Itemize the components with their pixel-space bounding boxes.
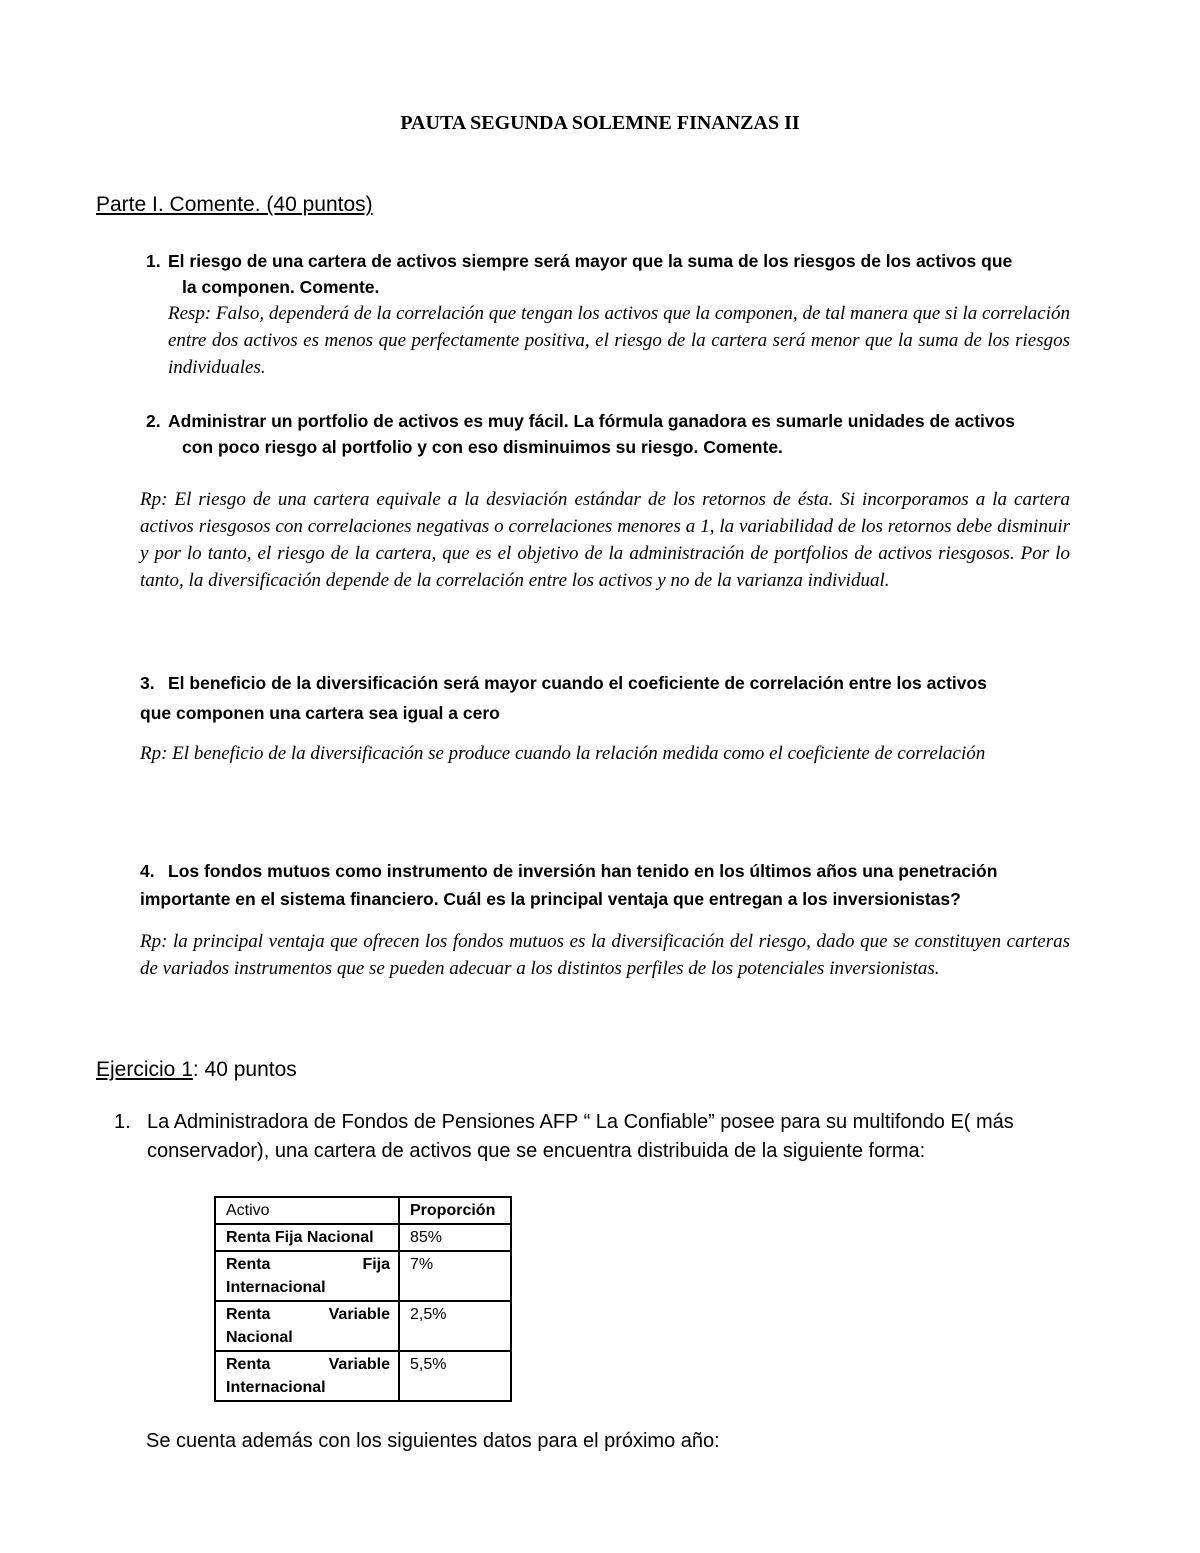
exercise-item-number: 1. [114, 1111, 131, 1133]
activo-word-2: Variable [328, 1306, 390, 1323]
activo-word-3: Internacional [226, 1279, 326, 1296]
part1-heading: Parte I. Comente. (40 puntos) [96, 193, 373, 216]
activo-word-3: Nacional [226, 1329, 293, 1346]
answer-4: Rp: la principal ventaja que ofrecen los fondos mutuos es la diversificación del riesgo, dado que se constituyen carteras de variados instrumentos que se pueden adecuar a los distintos perfiles de los potenciales inversionistas. [140, 931, 1070, 979]
table-cell-activo [215, 1301, 399, 1351]
table-row [215, 1224, 511, 1251]
question-text-line2: la componen. Comente. [182, 277, 380, 297]
question-text-line2: importante en el sistema financiero. Cuál es la principal ventaja que entregan a los inversionistas? [140, 889, 961, 909]
activo-word-3: Internacional [226, 1379, 326, 1396]
question-number: 3. [140, 673, 155, 693]
table-header-row [215, 1197, 511, 1224]
table-cell-activo [215, 1251, 399, 1301]
exercise1-data-intro: Se cuenta además con los siguientes datos para el próximo año: [146, 1430, 720, 1452]
exercise1-heading-label: Ejercicio 1 [96, 1058, 193, 1081]
activo-word-1: Renta [226, 1356, 271, 1373]
answer-3: Rp: El beneficio de la diversificación se produce cuando la relación medida como el coeficiente de correlación [140, 743, 986, 764]
question-text-line2: que componen una cartera sea igual a cero [140, 703, 500, 723]
page-title: PAUTA SEGUNDA SOLEMNE FINANZAS II [400, 112, 800, 134]
table-header-activo: Activo [215, 1197, 399, 1224]
question-text-line1: El beneficio de la diversificación será mayor cuando el coeficiente de correlación entre los activos [168, 673, 987, 693]
activo-word-2: Fija [362, 1256, 390, 1273]
asset-allocation-table [214, 1196, 512, 1402]
question-number: 1. [146, 251, 161, 271]
question-text-line1: Los fondos mutuos como instrumento de inversión han tenido en los últimos años una penetración [168, 861, 998, 881]
answer-1: Resp: Falso, dependerá de la correlación que tengan los activos que la componen, de tal manera que si la correlación entre dos activos es menos que perfectamente positiva, el riesgo de la cartera será menor que la suma de los riesgos individuales. [168, 303, 1070, 378]
table-row [215, 1301, 511, 1351]
exercise-item-text: La Administradora de Fondos de Pensiones AFP “ La Confiable” posee para su multifondo E( más conservador), una cartera de activos que se encuentra distribuida de la siguiente forma: [147, 1111, 1014, 1162]
table-cell-proporcion: 85% [399, 1224, 511, 1251]
table-row [215, 1351, 511, 1401]
table-header-proporcion: Proporción [399, 1197, 511, 1224]
exercise1-heading [96, 1058, 297, 1082]
table-cell-activo: Renta Fija Nacional [215, 1224, 399, 1251]
activo-word-1: Renta [226, 1256, 271, 1273]
table-cell-proporcion: 7% [399, 1251, 511, 1301]
question-text-line1: El riesgo de una cartera de activos siempre será mayor que la suma de los riesgos de los activos que [168, 251, 1013, 271]
question-text-line2: con poco riesgo al portfolio y con eso disminuimos su riesgo. Comente. [182, 437, 783, 457]
exercise1-heading-points: : 40 puntos [192, 1058, 297, 1081]
table-cell-activo [215, 1351, 399, 1401]
table-row [215, 1251, 511, 1301]
question-number: 4. [140, 861, 155, 881]
question-text-line1: Administrar un portfolio de activos es muy fácil. La fórmula ganadora es sumarle unidades de activos [168, 411, 1016, 431]
activo-word-1: Renta [226, 1306, 271, 1323]
table-cell-proporcion: 5,5% [399, 1351, 511, 1401]
question-number: 2. [146, 411, 161, 431]
activo-word-2: Variable [328, 1356, 390, 1373]
answer-2: Rp: El riesgo de una cartera equivale a la desviación estándar de los retornos de ésta. Si incorporamos a la cartera activos riesgosos con correlaciones negativas o correlaciones menores a 1, la variabilidad de los retornos debe disminuir y por lo tanto, el riesgo de la cartera, que es el objetivo de la administración de portfolios de activos riesgosos. Por lo tanto, la diversificación depende de la correlación entre los activos y no de la varianza individual. [140, 489, 1070, 591]
table-cell-proporcion: 2,5% [399, 1301, 511, 1351]
